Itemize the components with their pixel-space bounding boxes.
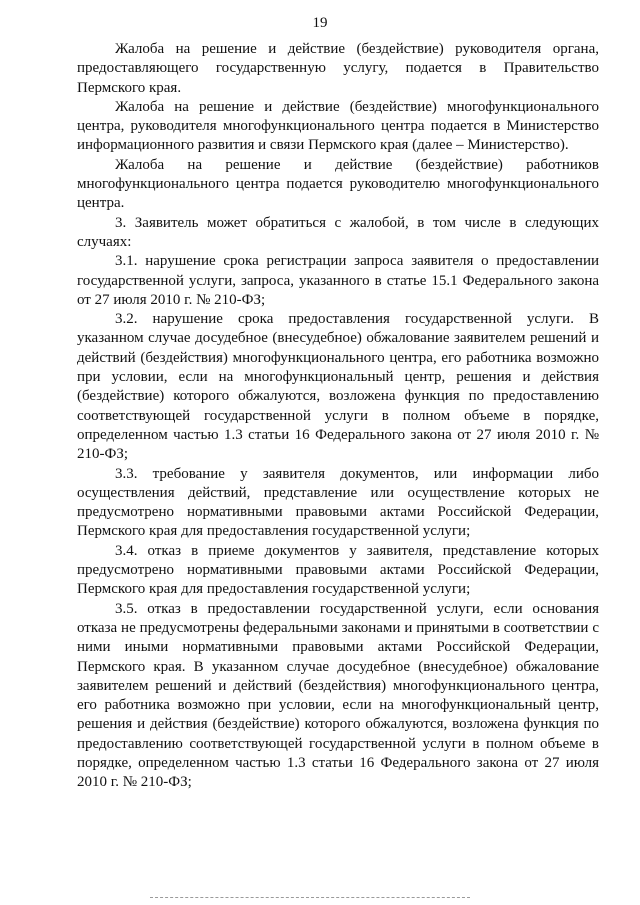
paragraph-item-3-2: 3.2. нарушение срока предоставления государственной услуги. В указанном случае досудебное (внесудебное) обжалование заявителем решений и действий (бездействия) многофункционального центра, его работника возможно при условии, если на многофункциональный центр, решения и действия (бездействие) которого обжалуются, возложена функция по предоставлению соответствующей государственной услуги в полном объеме в порядке, определенном частью 1.3 статьи 16 Федерального закона от 27 июля 2010 г. № 210-ФЗ; — [77, 311, 599, 463]
paragraph-complaint-ministry: Жалоба на решение и действие (бездействие) многофункционального центра, руководителя многофункционального центра подается в Министерство информационного развития и связи Пермского края (далее – Министерство). — [77, 98, 599, 154]
paragraph-item-3-1: 3.1. нарушение срока регистрации запроса заявителя о предоставлении государственной услуги, запроса, указанного в статье 15.1 Федерального закона от 27 июля 2010 г. № 210-ФЗ; — [77, 253, 599, 308]
paragraph-section-3: 3. Заявитель может обратиться с жалобой, в том числе в следующих случаях: — [77, 214, 599, 250]
scan-bottom-edge-divider — [150, 897, 470, 898]
page-number: 19 — [312, 15, 328, 31]
paragraph-item-3-3: 3.3. требование у заявителя документов, или информации либо осуществления действий, представление или осуществление которых не предусмотрено нормативными правовыми актами Российской Федерации, Пермского края для предоставления государственной услуги; — [77, 465, 599, 540]
paragraph-complaint-government: Жалоба на решение и действие (бездействие) руководителя органа, предоставляющего государственную услугу, подается в Правительство Пермского края. — [77, 41, 599, 96]
document-body — [77, 40, 599, 793]
paragraph-item-3-4: 3.4. отказ в приеме документов у заявителя, представление которых предусмотрено нормативными правовыми актами Российской Федерации, Пермского края для предоставления государственной услуги; — [77, 542, 599, 598]
paragraph-complaint-mfc-head: Жалоба на решение и действие (бездействие) работников многофункционального центра подается руководителю многофункционального центра. — [77, 156, 599, 212]
paragraph-item-3-5: 3.5. отказ в предоставлении государственной услуги, если основания отказа не предусмотрены федеральными законами и принятыми в соответствии с ними иными нормативными правовыми актами Российской Федерации, Пермского края. В указанном случае досудебное (внесудебное) обжалование заявителем решений и действий (бездействия) многофункционального центра, его работника возможно при условии, если на многофункциональный центр, решения и действия (бездействие) которого обжалуются, возложена функция по предоставлению соответствующей государственной услуги в полном объеме в порядке, определенном частью 1.3 статьи 16 Федерального закона от 27 июля 2010 г. № 210-ФЗ; — [77, 600, 599, 791]
